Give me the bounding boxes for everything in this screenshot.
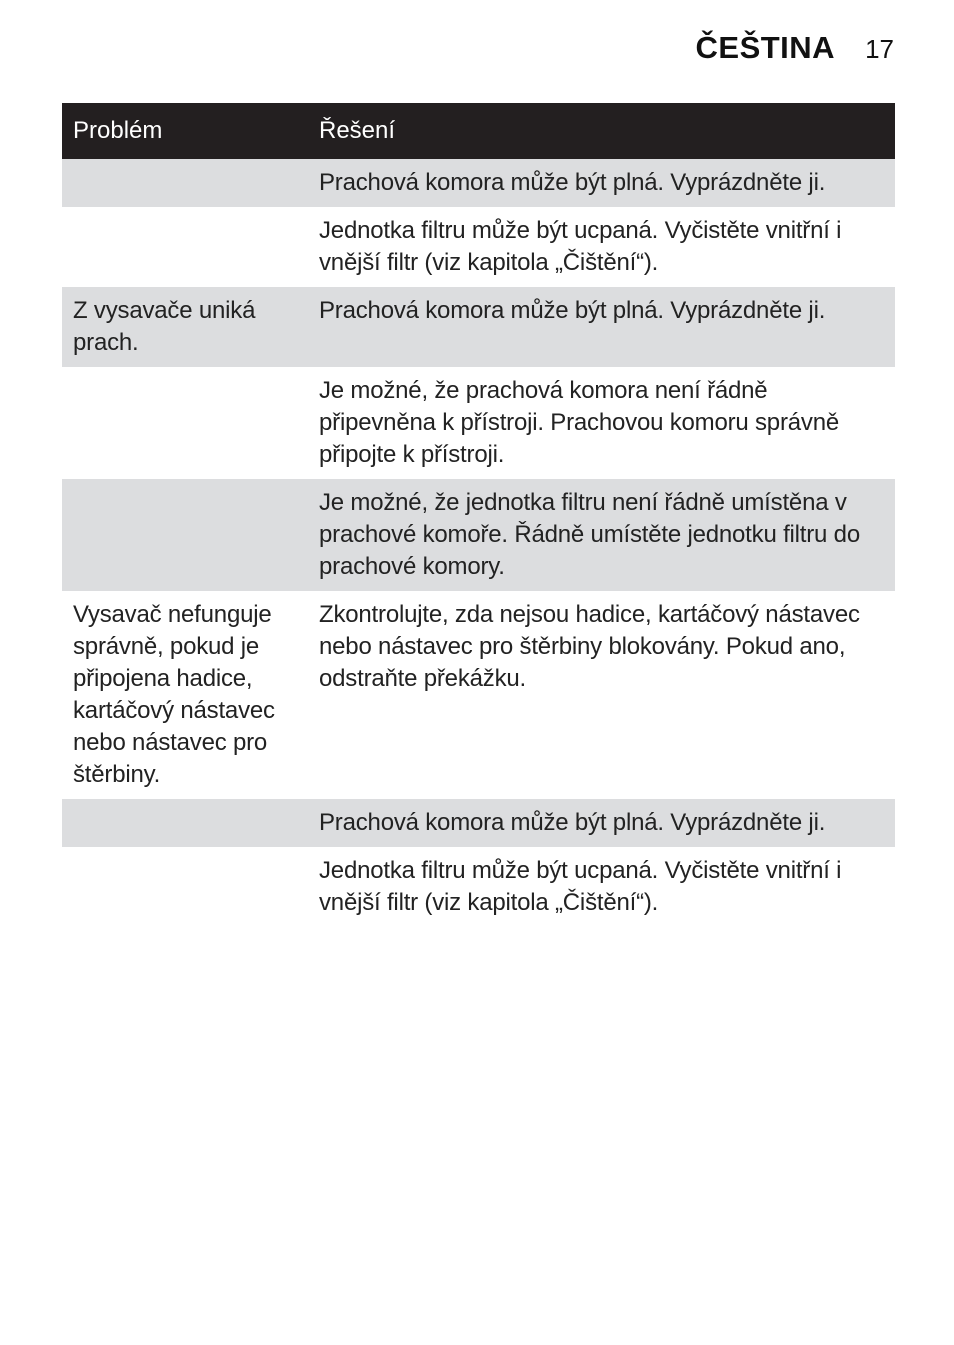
problem-cell bbox=[62, 799, 308, 847]
solution-cell: Prachová komora může být plná. Vyprázdněte ji. bbox=[308, 799, 895, 847]
table-row bbox=[62, 591, 895, 799]
problem-cell bbox=[62, 207, 308, 287]
table-body bbox=[62, 159, 895, 927]
table-row bbox=[62, 799, 895, 847]
table-header bbox=[62, 103, 895, 159]
problem-cell: Z vysavače uniká prach. bbox=[62, 287, 308, 367]
solution-cell: Jednotka filtru může být ucpaná. Vyčistěte vnitřní i vnější filtr (viz kapitola „Čištění“). bbox=[308, 847, 895, 927]
solution-cell: Je možné, že jednotka filtru není řádně umístěna v prachové komoře. Řádně umístěte jednotku filtru do prachové komory. bbox=[308, 479, 895, 591]
problem-cell bbox=[62, 479, 308, 591]
table-row bbox=[62, 159, 895, 207]
solution-cell: Jednotka filtru může být ucpaná. Vyčistěte vnitřní i vnější filtr (viz kapitola „Čištění“). bbox=[308, 207, 895, 287]
solution-cell: Prachová komora může být plná. Vyprázdněte ji. bbox=[308, 159, 895, 207]
solution-cell: Je možné, že prachová komora není řádně připevněna k přístroji. Prachovou komoru správně připojte k přístroji. bbox=[308, 367, 895, 479]
solution-cell: Prachová komora může být plná. Vyprázdněte ji. bbox=[308, 287, 895, 367]
table-row bbox=[62, 367, 895, 479]
problem-cell bbox=[62, 159, 308, 207]
table-header-row bbox=[62, 103, 895, 159]
troubleshooting-table bbox=[62, 103, 895, 927]
problem-cell: Vysavač nefunguje správně, pokud je připojena hadice, kartáčový nástavec nebo nástavec pro štěrbiny. bbox=[62, 591, 308, 799]
problem-cell bbox=[62, 847, 308, 927]
solution-cell: Zkontrolujte, zda nejsou hadice, kartáčový nástavec nebo nástavec pro štěrbiny blokovány. Pokud ano, odstraňte překážku. bbox=[308, 591, 895, 799]
column-header-solution: Řešení bbox=[308, 103, 895, 159]
column-header-problem: Problém bbox=[62, 103, 308, 159]
table-row bbox=[62, 847, 895, 927]
table-row bbox=[62, 207, 895, 287]
page-number: 17 bbox=[865, 34, 894, 64]
table-row bbox=[62, 287, 895, 367]
page-header bbox=[696, 30, 895, 66]
problem-cell bbox=[62, 367, 308, 479]
section-language-title: ČEŠTINA bbox=[695, 30, 836, 65]
table-row bbox=[62, 479, 895, 591]
